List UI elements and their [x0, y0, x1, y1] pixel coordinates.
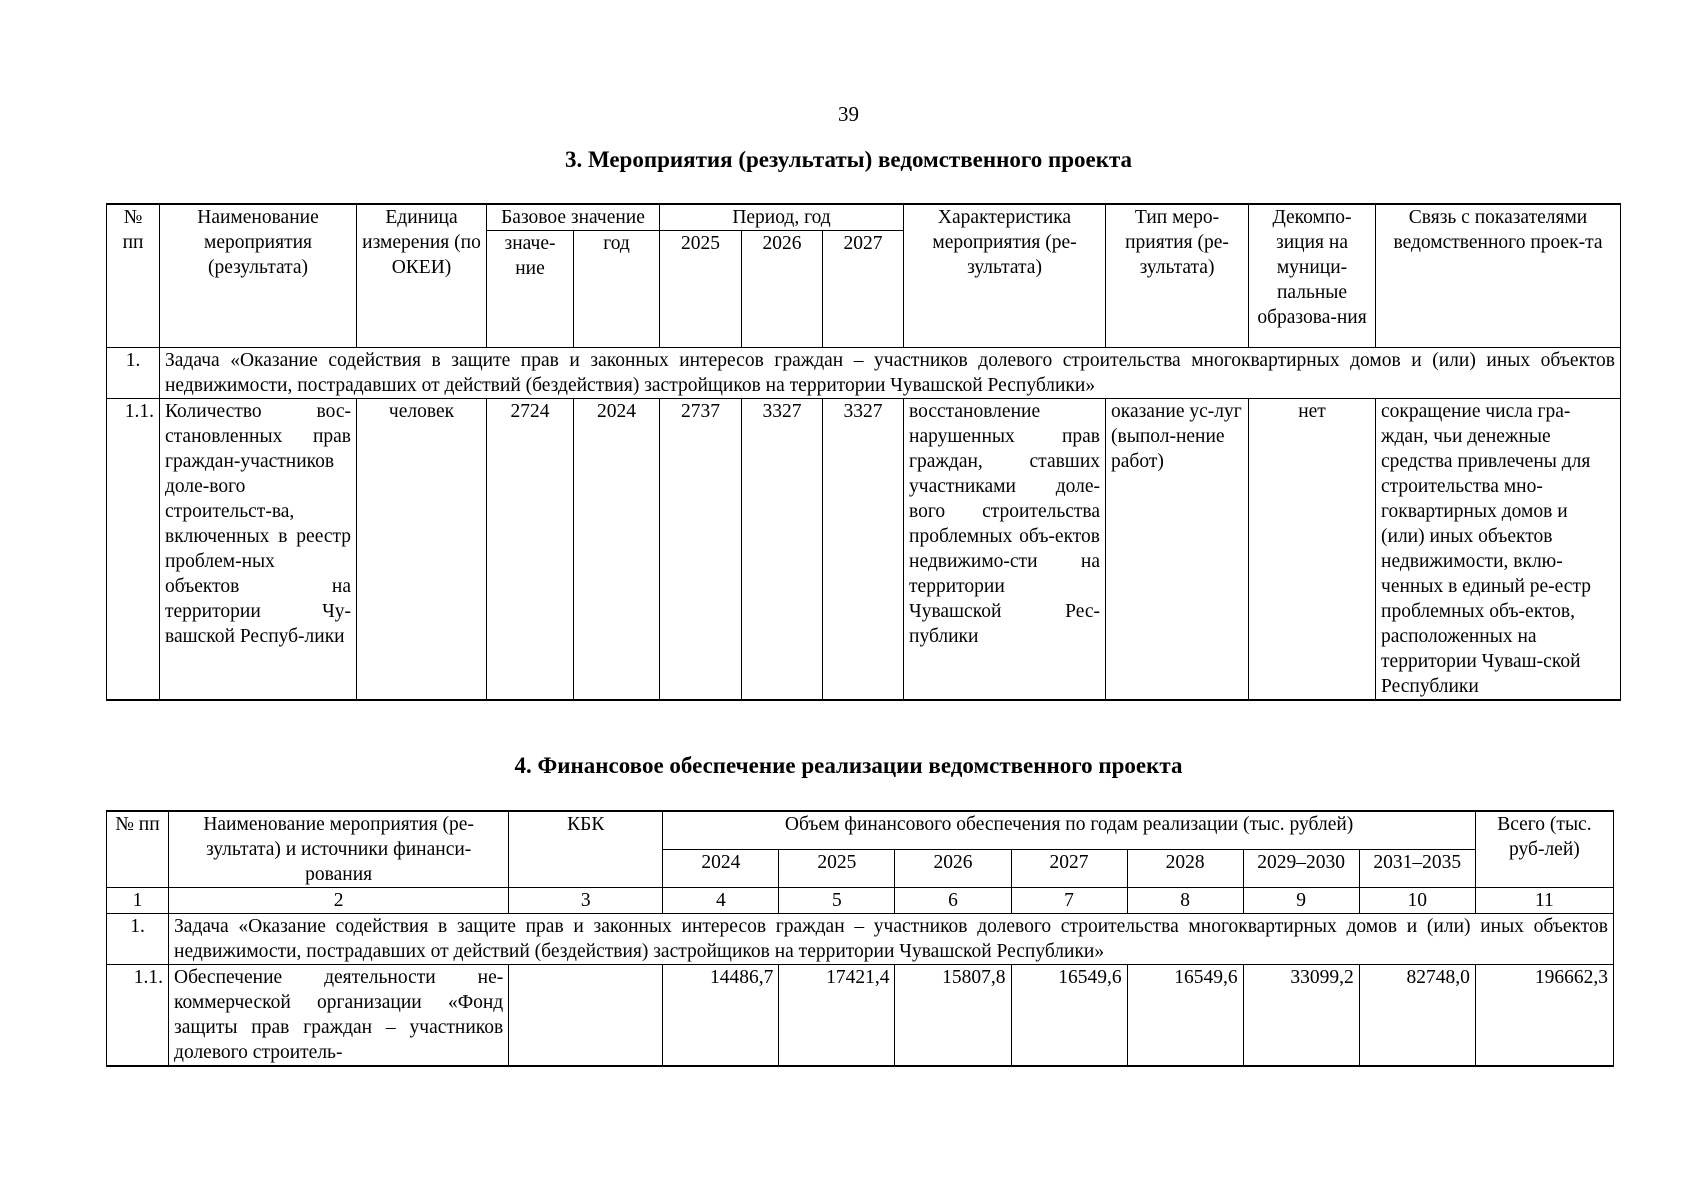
fin-row-value: 16549,6	[1127, 965, 1243, 1067]
col-year-2027-header: 2027	[823, 231, 904, 348]
task-num: 1.	[107, 348, 160, 399]
fin-year-header: 2024	[663, 850, 779, 888]
finance-task-row	[107, 914, 1614, 965]
fin-col-kbk-header: КБК	[509, 811, 663, 888]
col-unit-header: Единица измерения (по ОКЕИ)	[357, 204, 487, 348]
col-number: 6	[895, 888, 1011, 914]
fin-row-value: 17421,4	[779, 965, 895, 1067]
col-decomp-header: Декомпо-зиция на муници-пальные образова-ния	[1249, 204, 1376, 348]
fin-row-value: 82748,0	[1359, 965, 1475, 1067]
page-number: 39	[838, 102, 859, 126]
fin-col-total-header: Всего (тыс. руб-лей)	[1475, 811, 1613, 888]
row-name: Количество вос-становленных прав граждан-участников доле-вого строительст-ва, включенных в реестр проблем-ных объектов на территории Чу-вашской Респуб-лики	[160, 399, 357, 701]
col-type-header: Тип меро-приятия (ре-зультата)	[1106, 204, 1249, 348]
col-period-header: Период, год	[660, 204, 904, 231]
fin-year-header: 2025	[779, 850, 895, 888]
col-year-2025-header: 2025	[660, 231, 742, 348]
section-4-title: 4. Финансовое обеспечение реализации ведомственного проекта	[514, 753, 1183, 778]
task-row	[107, 348, 1621, 399]
fin-year-header: 2031–2035	[1359, 850, 1475, 888]
finance-header-row	[107, 811, 1614, 850]
col-base-header: Базовое значение	[487, 204, 660, 231]
finance-row	[107, 965, 1614, 1067]
section-3-title: 3. Мероприятия (результаты) ведомственного проекта	[564, 147, 1133, 172]
col-year-2026-header: 2026	[742, 231, 823, 348]
fin-year-header: 2027	[1011, 850, 1127, 888]
col-number: 9	[1243, 888, 1359, 914]
fin-row-name: Обеспечение деятельности не-коммерческой организации «Фонд защиты прав граждан – участников долевого строитель-	[169, 965, 509, 1067]
col-num-header: № пп	[107, 204, 160, 348]
col-number: 5	[779, 888, 895, 914]
fin-row-value: 16549,6	[1011, 965, 1127, 1067]
fin-col-num-header: № пп	[107, 811, 169, 888]
fin-task-num: 1.	[107, 914, 169, 965]
fin-row-num: 1.1.	[107, 965, 169, 1067]
col-number: 4	[663, 888, 779, 914]
col-char-header: Характеристика мероприятия (ре-зультата)	[904, 204, 1106, 348]
col-name-header: Наименование мероприятия (результата)	[160, 204, 357, 348]
row-type: оказание ус-луг (выпол-нение работ)	[1106, 399, 1249, 701]
fin-col-name-header: Наименование мероприятия (ре-зультата) и источники финанси-рования	[169, 811, 509, 888]
row-link: сокращение числа гра-ждан, чьи денежные средства привлечены для строительства мно-гоквартирных домов и (или) иных объектов недвижимости, вклю-ченных в единый ре-естр проблемных объ-ектов, расположенных на территории Чуваш-ской Республики	[1376, 399, 1621, 701]
col-number: 2	[169, 888, 509, 914]
measures-table	[106, 203, 1621, 701]
row-base-value: 2724	[487, 399, 574, 701]
fin-row-total: 196662,3	[1475, 965, 1613, 1067]
col-number: 3	[509, 888, 663, 914]
row-value-2026: 3327	[742, 399, 823, 701]
col-base-value-header: значе-ние	[487, 231, 574, 348]
task-text: Задача «Оказание содействия в защите прав и законных интересов граждан – участников долевого строительства многоквартирных домов и (или) иных объектов недвижимости, пострадавших от действий (бездействия) застройщиков на территории Чувашской Республики»	[160, 348, 1621, 399]
finance-table	[106, 810, 1614, 1067]
fin-task-text: Задача «Оказание содействия в защите прав и законных интересов граждан – участников долевого строительства многоквартирных домов и (или) иных объектов недвижимости, пострадавших от действий (бездействия) застройщиков на территории Чувашской Республики»	[169, 914, 1614, 965]
fin-row-value: 15807,8	[895, 965, 1011, 1067]
fin-year-header: 2026	[895, 850, 1011, 888]
row-num: 1.1.	[107, 399, 160, 701]
row-characteristic: восстановление нарушенных прав граждан, ставших участниками доле-вого строительства проблемных объ-ектов недвижимо-сти на территории Чувашской Рес-публики	[904, 399, 1106, 701]
measure-row	[107, 399, 1621, 701]
fin-year-header: 2029–2030	[1243, 850, 1359, 888]
row-base-year: 2024	[574, 399, 660, 701]
fin-row-value: 33099,2	[1243, 965, 1359, 1067]
row-value-2027: 3327	[823, 399, 904, 701]
fin-row-kbk	[509, 965, 663, 1067]
fin-year-header: 2028	[1127, 850, 1243, 888]
col-number: 10	[1359, 888, 1475, 914]
col-number: 8	[1127, 888, 1243, 914]
col-number: 11	[1475, 888, 1613, 914]
row-value-2025: 2737	[660, 399, 742, 701]
fin-row-value: 14486,7	[663, 965, 779, 1067]
header-row	[107, 204, 1621, 231]
col-link-header: Связь с показателями ведомственного проек-та	[1376, 204, 1621, 348]
column-numbers-row	[107, 888, 1614, 914]
col-number: 7	[1011, 888, 1127, 914]
row-decomposition: нет	[1249, 399, 1376, 701]
fin-col-volume-header: Объем финансового обеспечения по годам реализации (тыс. рублей)	[663, 811, 1476, 850]
col-number: 1	[107, 888, 169, 914]
row-unit: человек	[357, 399, 487, 701]
col-base-year-header: год	[574, 231, 660, 348]
